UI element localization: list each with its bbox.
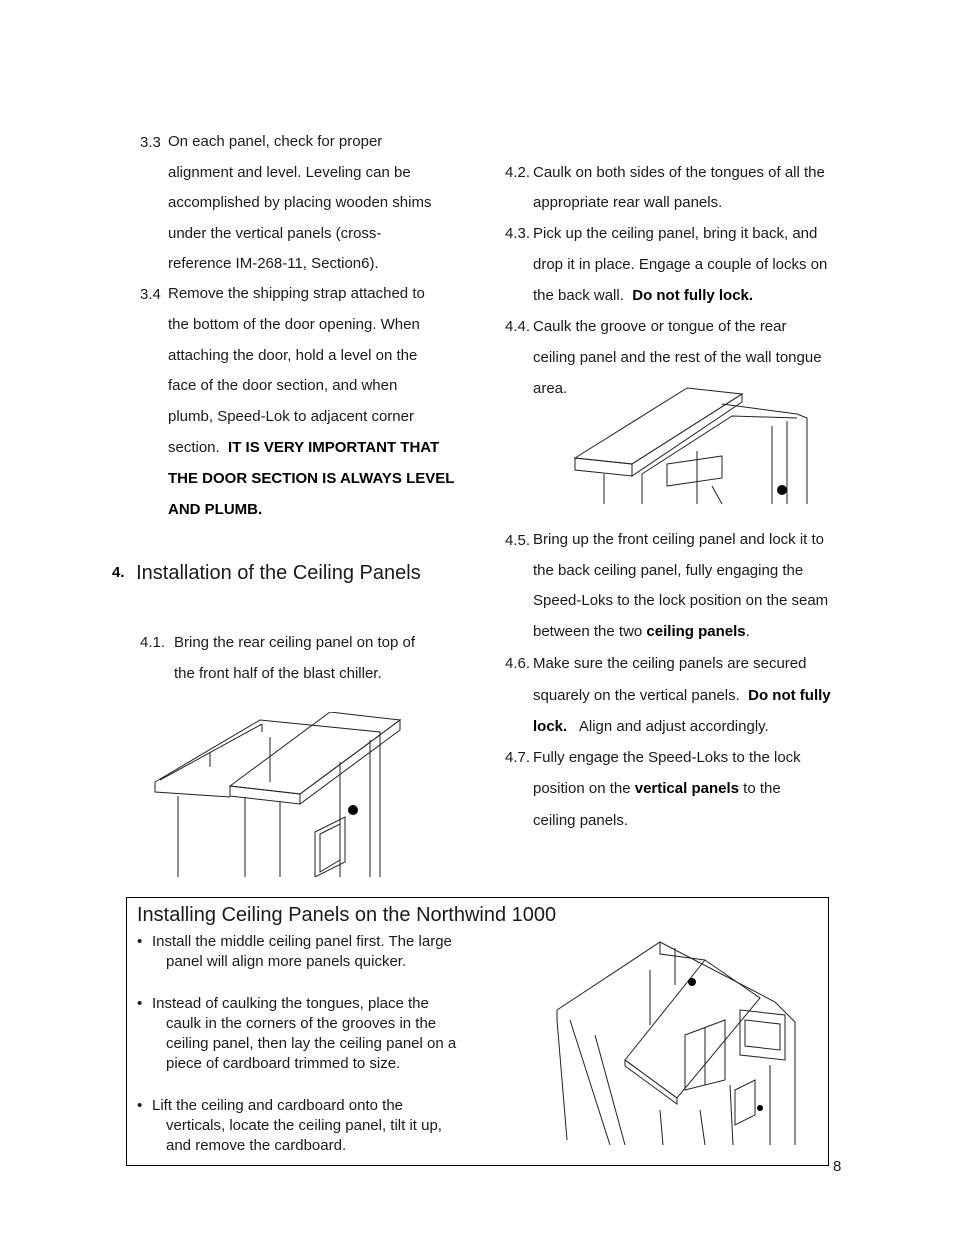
bullet-icon: • bbox=[137, 933, 143, 950]
text-fragment: squarely on the vertical panels. bbox=[533, 686, 740, 704]
warning-text: IT IS VERY IMPORTANT THAT bbox=[228, 438, 440, 456]
warning-text: AND PLUMB. bbox=[168, 500, 263, 518]
text-line: Make sure the ceiling panels are secured bbox=[533, 655, 807, 672]
northwind-tips-box bbox=[126, 897, 829, 1166]
text-line: reference IM-268-11, Section6). bbox=[168, 255, 379, 272]
warning-line bbox=[168, 495, 454, 526]
text-line: Caulk on both sides of the tongues of all the bbox=[533, 164, 825, 181]
text-line bbox=[533, 280, 827, 311]
tip-line: Install the middle ceiling panel first. The large bbox=[152, 933, 452, 950]
text-line: attaching the door, hold a level on the bbox=[168, 346, 418, 364]
text-line: Caulk the groove or tongue of the rear bbox=[533, 318, 787, 335]
item-number: 4.7. bbox=[505, 749, 531, 766]
bullet-icon: • bbox=[137, 1097, 143, 1114]
item-number: 4.5. bbox=[505, 532, 531, 549]
text-line: alignment and level. Leveling can be bbox=[168, 163, 411, 181]
item-number: 4.6. bbox=[505, 655, 531, 672]
text-fragment: to the bbox=[743, 780, 781, 798]
item-number: 4.4. bbox=[505, 318, 531, 335]
ceiling-panel-illustration-2 bbox=[572, 386, 812, 504]
text-line: area. bbox=[533, 380, 568, 397]
text-line: appropriate rear wall panels. bbox=[533, 194, 723, 211]
item-number: 4.1. bbox=[140, 634, 166, 651]
box-title: Installing Ceiling Panels on the Northwind 1000 bbox=[137, 904, 557, 926]
text-line: Remove the shipping strap attached to bbox=[168, 285, 425, 302]
item-number: 3.3 bbox=[140, 134, 161, 151]
heading-text: Installation of the Ceiling Panels bbox=[136, 562, 421, 584]
item-number: 3.4 bbox=[140, 286, 161, 303]
warning-text: THE DOOR SECTION IS ALWAYS LEVEL bbox=[168, 469, 455, 487]
text-line: On each panel, check for proper bbox=[168, 133, 383, 150]
tip-line: verticals, locate the ceiling panel, tilt it up, bbox=[166, 1117, 442, 1134]
text-line bbox=[533, 711, 831, 743]
text-line: Fully engage the Speed-Loks to the lock bbox=[533, 749, 801, 766]
text-line: Speed-Loks to the lock position on the seam bbox=[533, 592, 829, 610]
text-line: ceiling panel and the rest of the wall tongue bbox=[533, 349, 822, 366]
text-line bbox=[168, 433, 454, 464]
northwind-1000-illustration bbox=[555, 940, 805, 1145]
item-number: 4.3. bbox=[505, 225, 531, 242]
tip-line: Lift the ceiling and cardboard onto the bbox=[152, 1097, 404, 1114]
text-fragment: . bbox=[745, 623, 750, 641]
text-fragment: section. bbox=[168, 438, 220, 456]
text-fragment: position on the bbox=[533, 780, 631, 798]
text-line bbox=[533, 773, 801, 804]
text-line: the back ceiling panel, fully engaging the bbox=[533, 561, 804, 579]
warning-text: Do not fully lock. bbox=[632, 287, 754, 304]
text-fragment: between the two bbox=[533, 623, 643, 641]
tip-line: panel will align more panels quicker. bbox=[166, 953, 407, 970]
text-line: Bring up the front ceiling panel and lock it to bbox=[533, 531, 825, 548]
text-line: the bottom of the door opening. When bbox=[168, 315, 420, 333]
text-line: under the vertical panels (cross- bbox=[168, 224, 382, 242]
warning-text: Do not fully bbox=[748, 686, 831, 704]
text-line bbox=[533, 617, 828, 648]
ceiling-panel-illustration-1 bbox=[150, 712, 410, 877]
text-fragment: the back wall. bbox=[533, 287, 624, 304]
tip-line: Instead of caulking the tongues, place the bbox=[152, 995, 429, 1012]
text-line: the front half of the blast chiller. bbox=[174, 665, 382, 682]
item-number: 4.2. bbox=[505, 164, 531, 181]
tip-line: ceiling panel, then lay the ceiling panel on a bbox=[166, 1035, 457, 1052]
text-fragment: Align and adjust accordingly. bbox=[578, 718, 769, 735]
warning-text: lock. bbox=[533, 718, 568, 735]
tip-line: piece of cardboard trimmed to size. bbox=[166, 1055, 401, 1072]
tip-line: caulk in the corners of the grooves in the bbox=[166, 1015, 437, 1032]
heading-number: 4. bbox=[112, 564, 125, 581]
text-line: Pick up the ceiling panel, bring it back, and bbox=[533, 225, 818, 242]
bullet-icon: • bbox=[137, 995, 143, 1012]
text-line: drop it in place. Engage a couple of locks on bbox=[533, 256, 828, 273]
text-line: ceiling panels. bbox=[533, 811, 629, 829]
section-heading bbox=[112, 562, 421, 585]
page-number: 8 bbox=[833, 1158, 842, 1175]
emphasis-text: ceiling panels bbox=[646, 623, 746, 641]
text-line: Bring the rear ceiling panel on top of bbox=[174, 634, 415, 651]
tip-line: and remove the cardboard. bbox=[166, 1137, 347, 1154]
warning-line bbox=[168, 464, 454, 495]
text-line: accomplished by placing wooden shims bbox=[168, 194, 432, 211]
text-line: plumb, Speed-Lok to adjacent corner bbox=[168, 408, 414, 426]
text-line bbox=[533, 680, 831, 712]
text-line: face of the door section, and when bbox=[168, 377, 398, 395]
emphasis-text: vertical panels bbox=[634, 780, 739, 798]
